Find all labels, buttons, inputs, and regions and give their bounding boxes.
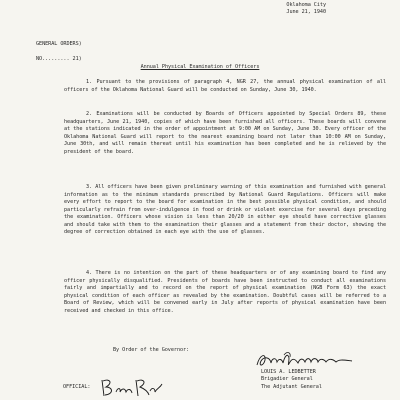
paragraph-3: 3. All officers have been given preliminary warning of this examination and furnished with general information as to the minimum standards prescribed by National Guard Regulations. Officers will make every effort to report to the board for examination in the best possible physical condition, and should particularly refrain from over-indulgence in food or drink or violent exercise for several days preceding the examination. Officers whose vision is less than 20/20 in either eye should have corrective glasses and should take with them to the examination their glasses and a statement from their doctor, showing the degree of correction obtained in each eye with the use of glasses. bbox=[64, 184, 386, 236]
header-date: June 21, 1940 bbox=[286, 9, 326, 15]
ledbetter-signature bbox=[254, 349, 358, 371]
official-label: OFFICIAL: bbox=[63, 384, 91, 390]
paragraph-4: 4. There is no intention on the part of these headquarters or of any examining board to find any officer physically disqualified. Presidents of boards have been instructed to conduct all examinations fairly and impartially and to record on the report of physical examination (NGB Form 63) the exact physical condition of each officer as revealed by the examination. Doubtful cases will be referred to a Board of Review, which will be convened early in July after reports of physical examination have been received and checked in this office. bbox=[64, 270, 386, 314]
paragraph-1: 1. Pursuant to the provisions of paragraph 4, NGR 27, the annual physical examination of all officers of the Oklahoma National Guard will be conducted on Sunday, June 30, 1940. bbox=[64, 79, 386, 93]
general-orders-label: GENERAL ORDERS) bbox=[36, 41, 82, 47]
signatory-rank: Brigadier General bbox=[261, 376, 313, 382]
document-title: Annual Physical Examination of Officers bbox=[140, 64, 260, 70]
order-number: NO......... 21) bbox=[36, 56, 82, 62]
signatory-name: LOUIS A. LEDBETTER bbox=[261, 369, 316, 375]
header-location: Oklahoma City bbox=[286, 2, 326, 8]
official-signature bbox=[98, 376, 164, 398]
closing-line: By Order of the Governor: bbox=[113, 347, 190, 353]
signatory-title: The Adjutant General bbox=[261, 384, 322, 390]
paragraph-2: 2. Examinations will be conducted by Boards of Officers appointed by Special Orders 89, these headquarters, June 21, 1940, copies of which have been furnished all officers. These boards will convene at the stations indicated in the order of appointment at 9:00 AM on Sunday, June 30. Every officer of the Oklahoma National Guard will report to the nearest examining board not later than 10:00 AM on Sunday, June 30th, and will remain thereat until his examination has been completed and he is relieved by the president of the board. bbox=[64, 111, 386, 155]
